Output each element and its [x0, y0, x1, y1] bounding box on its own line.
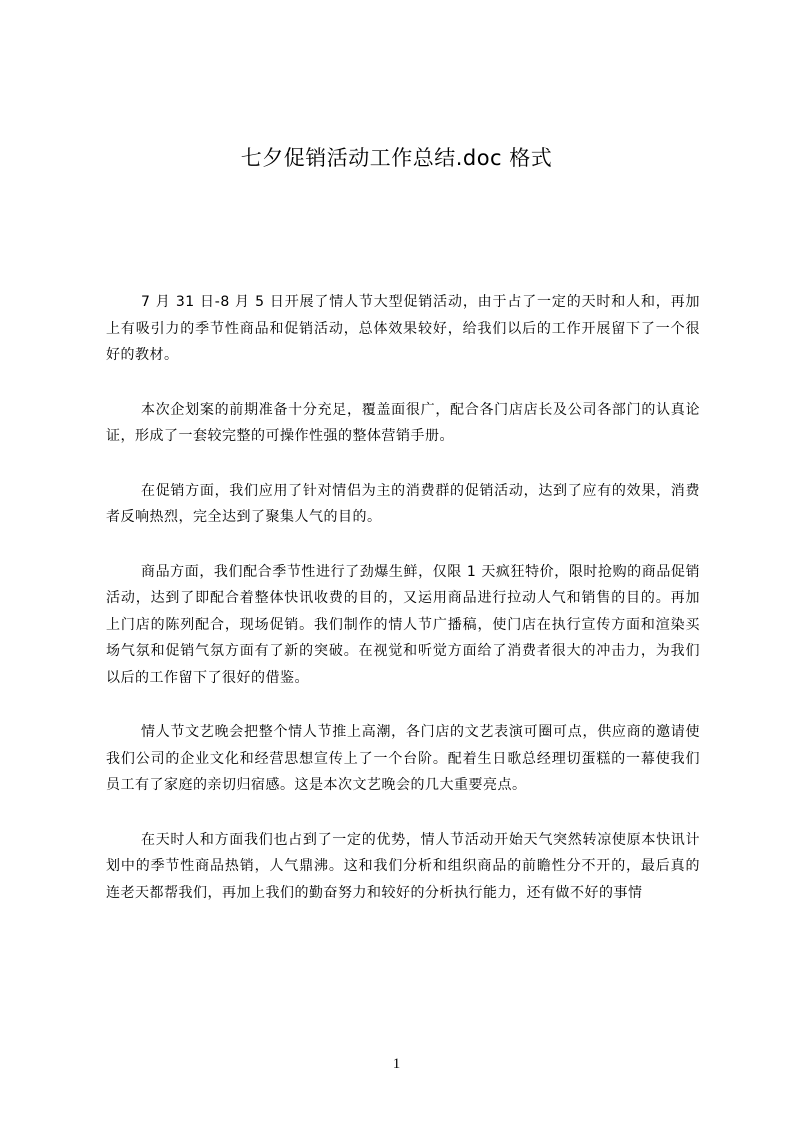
paragraph-2: 本次企划案的前期准备十分充足，覆盖面很广，配合各门店店长及公司各部门的认真论证，形成了一套较完整的可操作性强的整体营销手册。: [106, 401, 700, 444]
document-body: [106, 289, 700, 934]
page-number: 1: [392, 1056, 401, 1072]
paragraph-4: 商品方面，我们配合季节性进行了劲爆生鲜，仅限 1 天疯狂特价，限时抢购的商品促销活动，达到了即配合着整体快讯收费的目的，又运用商品进行拉动人气和销售的目的。再加上门店的陈列配合，现场促销。我们制作的情人节广播稿，使门店在执行宣传方面和渲染买场气氛和促销气氛方面有了新的突破。在视觉和听觉方面给了消费者很大的冲击力，为我们以后的工作留下了很好的借鉴。: [106, 563, 700, 686]
document-title: 七夕促销活动工作总结.doc 格式: [240, 146, 553, 170]
paragraph-5: 情人节文艺晚会把整个情人节推上高潮，各门店的文艺表演可圈可点，供应商的邀请使我们公司的企业文化和经营思想宣传上了一个台阶。配着生日歌总经理切蛋糕的一幕使我们员工有了家庭的亲切归宿感。这是本次文艺晚会的几大重要亮点。: [106, 724, 700, 793]
paragraph-6: 在天时人和方面我们也占到了一定的优势，情人节活动开始天气突然转凉使原本快讯计划中的季节性商品热销，人气鼎沸。这和我们分析和组织商品的前瞻性分不开的，最后真的连老天都帮我们，再加上我们的勤奋努力和较好的分析执行能力，还有做不好的事情: [106, 831, 700, 901]
paragraph-1: 7 月 31 日-8 月 5 日开展了情人节大型促销活动，由于占了一定的天时和人和，再加上有吸引力的季节性商品和促销活动，总体效果较好，给我们以后的工作开展留下了一个很好的教材。: [106, 294, 700, 363]
paragraph-3: 在促销方面，我们应用了针对情侣为主的消费群的促销活动，达到了应有的效果，消费者反响热烈，完全达到了聚集人气的目的。: [106, 482, 700, 525]
